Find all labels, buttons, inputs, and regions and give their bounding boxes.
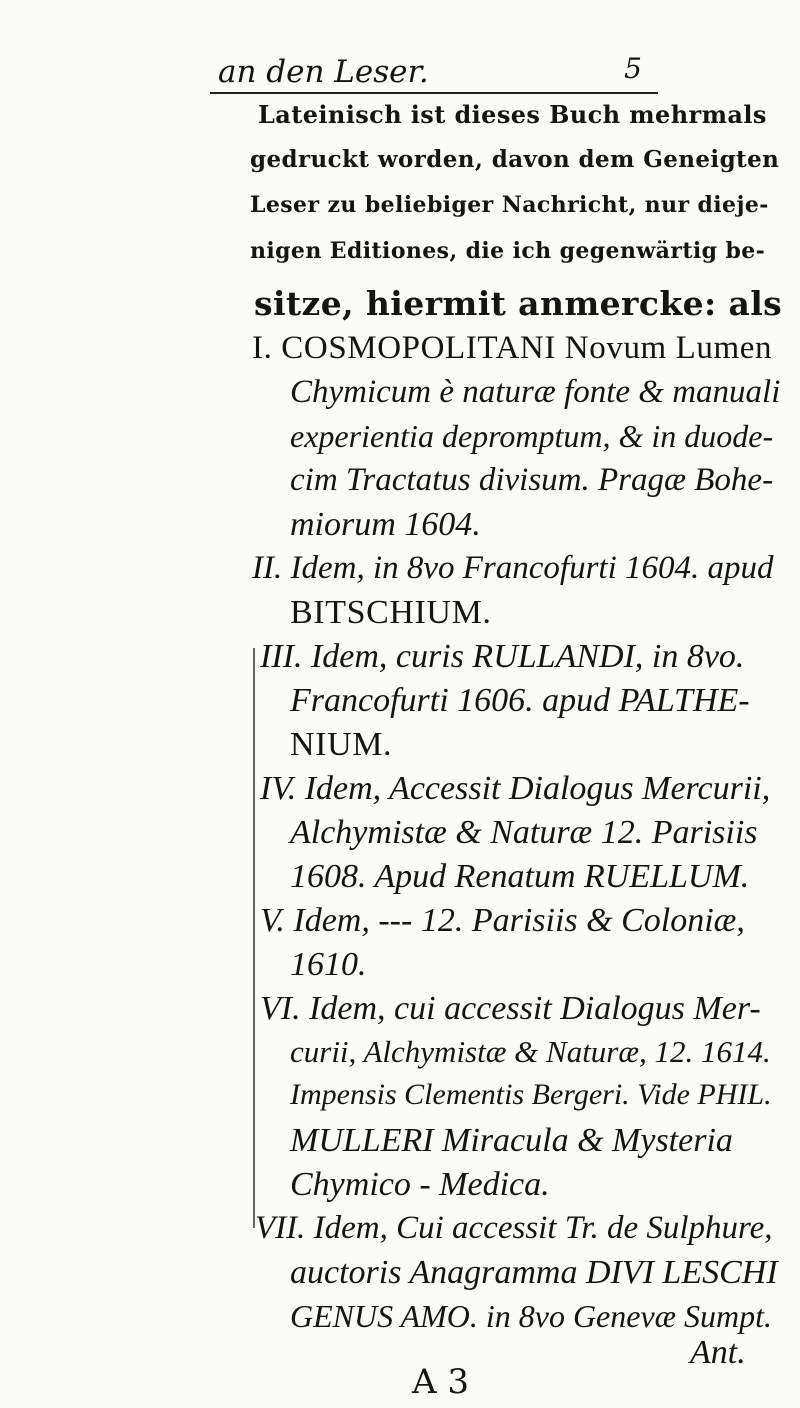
entry-line: Alchymistæ & Naturæ 12. Parisiis	[290, 814, 758, 851]
intro-line: sitze, hiermit anmercke: als	[254, 284, 783, 323]
entry-line: GENUS AMO. in 8vo Genevæ Sumpt.	[290, 1298, 772, 1334]
entry-line: VI. Idem, cui accessit Dialogus Mer-	[260, 990, 761, 1027]
entry-line: NIUM.	[290, 726, 393, 763]
running-head	[200, 52, 660, 92]
intro-line: Leser zu beliebiger Nachricht, nur dieje-	[250, 192, 769, 218]
entry-line: curii, Alchymistæ & Naturæ, 12. 1614.	[290, 1034, 771, 1069]
signature-mark: A 3	[412, 1362, 469, 1402]
intro-line: nigen Editiones, die ich gegenwärtig be-	[250, 238, 766, 264]
entry-line: BITSCHIUM.	[290, 594, 492, 631]
entry-line: I. COSMOPOLITANI Novum Lumen	[252, 330, 773, 366]
header-rule	[210, 92, 658, 94]
entry-line: Chymicum è naturæ fonte & manuali	[290, 374, 781, 410]
entry-line: MULLERI Miracula & Mysteria	[290, 1122, 733, 1159]
entry-line: cim Tractatus divisum. Pragæ Bohe-	[290, 462, 774, 498]
entry-line: 1608. Apud Renatum RUELLUM.	[290, 858, 750, 895]
entry-line: Francofurti 1606. apud PALTHE-	[290, 682, 750, 719]
entry-line: II. Idem, in 8vo Francofurti 1604. apud	[252, 550, 774, 586]
entry-line: IV. Idem, Accessit Dialogus Mercurii,	[260, 770, 771, 807]
entry-line: Impensis Clementis Bergeri. Vide PHIL.	[290, 1078, 772, 1111]
entry-line: III. Idem, curis RULLANDI, in 8vo.	[260, 638, 745, 675]
intro-line: gedruckt worden, davon dem Geneigten	[250, 146, 780, 173]
entry-line: auctoris Anagramma DIVI LESCHI	[290, 1254, 778, 1291]
page-number: 5	[624, 52, 642, 85]
entry-line: V. Idem, --- 12. Parisiis & Coloniæ,	[260, 902, 745, 939]
entry-line: Ant.	[690, 1334, 746, 1371]
running-head-text: an den Leser.	[218, 54, 429, 90]
entry-line: VII. Idem, Cui accessit Tr. de Sulphure,	[255, 1210, 773, 1246]
entry-line: experientia depromptum, & in duode-	[290, 418, 774, 454]
entry-line: Chymico - Medica.	[290, 1166, 550, 1203]
entry-line: 1610.	[290, 946, 367, 983]
margin-rule	[253, 648, 255, 1228]
entry-line: miorum 1604.	[290, 506, 481, 543]
intro-line: Lateinisch ist dieses Buch mehrmals	[258, 100, 767, 129]
